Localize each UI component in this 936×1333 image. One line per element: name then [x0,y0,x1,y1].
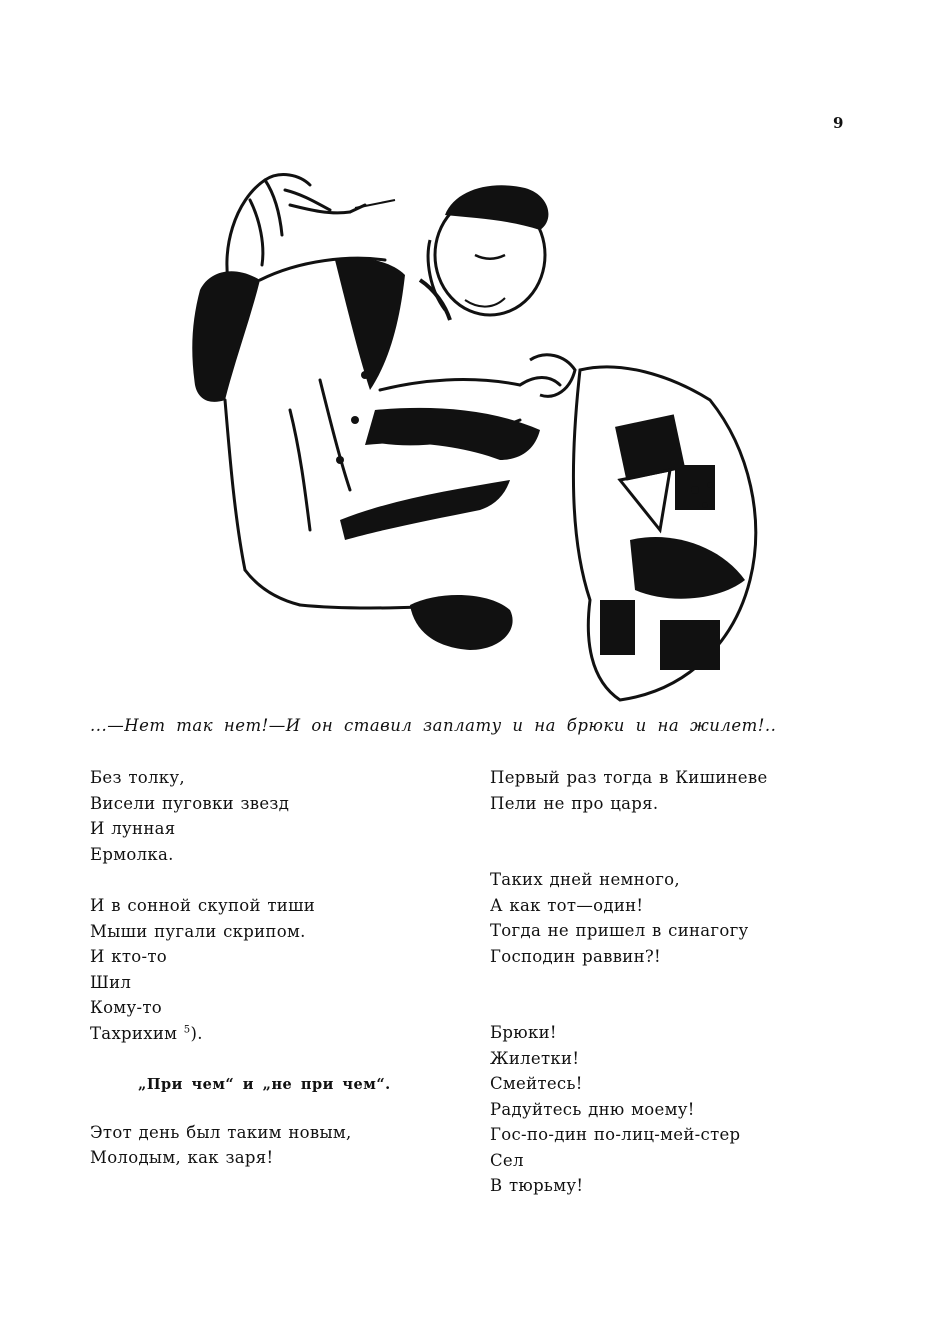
poem-line: Молодым, как заря! [90,1148,274,1167]
poem-line: Первый раз тогда в Кишиневе [490,768,768,787]
tailor-head [420,185,548,320]
poem-line: Пели не про царя. [490,793,659,813]
poem-line: Шил [90,972,132,992]
poem-line: Кому-то [90,998,162,1017]
poem-left-column [90,765,440,1171]
poem-line: И кто-то [90,947,168,966]
poem-line-tail: ). [190,1023,203,1043]
poem-line: Сел [490,1150,524,1170]
stanza-gap [490,816,850,867]
footnote-marker: 5 [183,1024,191,1035]
poem-line: Гос-по-дин по-лиц-мей-стер [490,1125,741,1144]
stanza-gap [90,867,440,893]
poem-line: Этот день был таким новым, [90,1122,352,1142]
poem-line: Ермолка. [90,844,174,864]
poem-line: В тюрьму! [490,1176,584,1195]
poem-line: А как тот—один! [490,895,644,915]
patched-garment [573,367,755,700]
section-heading: „При чем“ и „не при чем“. [138,1076,391,1093]
poem-line: Смейтесь! [490,1074,583,1093]
poem-right-column [490,765,850,1199]
page-number: 9 [833,114,844,132]
poem-line: Таких дней немного, [490,870,680,889]
poem-line-text: Тахрихим [90,1023,178,1043]
poem-line: И лунная [90,819,176,838]
poem-line: Брюки! [490,1023,557,1042]
illustration-caption: ...—Нет так нет!—И он ставил заплату и на брюки и на жилет!.. [90,716,777,735]
poem-line: И в сонной скупой тиши [90,896,316,915]
poem-line: Без толку, [90,768,185,787]
poem-line: Мыши пугали скрипом. [90,921,306,941]
stanza-gap [490,969,850,1020]
poem-line: Жилетки! [490,1048,580,1068]
poem-line: Радуйтесь дню моему! [490,1099,695,1119]
poem-line: Тогда не пришел в синагогу [490,921,749,940]
poem-line: Господин раввин?! [490,946,661,966]
poem-line: Висели пуговки звезд [90,793,290,813]
tailor-illustration [190,160,770,705]
poem-line-with-footnote [90,1021,440,1047]
